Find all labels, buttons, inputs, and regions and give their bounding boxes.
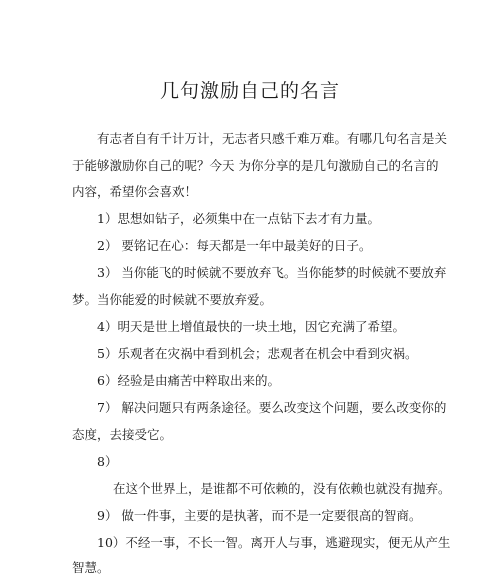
document-title: 几句激励自己的名言	[159, 80, 340, 102]
list-item: 3） 当你能飞的时候就不要放弃飞。当你能梦的时候就不要放弃	[97, 265, 447, 280]
list-item: 10）不经一事，不长一智。离开人与事，逃避现实，便无从产生	[97, 535, 451, 550]
intro-line-3: 内容，希望你会喜欢！	[72, 184, 198, 199]
list-item: 8）	[97, 454, 118, 469]
intro-line-2: 于能够激励你自己的呢？今天 为你分享的是几句激励自己的名言的	[72, 158, 439, 173]
list-item: 6）经验是由痛苦中粹取出来的。	[97, 373, 280, 388]
list-item: 5）乐观者在灾祸中看到机会；悲观者在机会中看到灾祸。	[97, 346, 418, 361]
list-item: 2） 要铭记在心：每天都是一年中最美好的日子。	[97, 238, 372, 253]
list-item: 9） 做一件事，主要的是执著，而不是一定要很高的智商。	[97, 508, 422, 523]
list-item-body: 在这个世界上，是谁都不可依赖的，没有依赖也就没有抛弃。	[113, 481, 451, 496]
list-item-continuation: 智慧。	[72, 560, 110, 575]
list-item: 4）明天是世上增值最快的一块土地，因它充满了希望。	[97, 319, 405, 334]
intro-line-1: 有志者自有千计万计，无志者只感千难万难。有哪几句名言是关	[97, 131, 448, 146]
list-item-continuation: 态度，去接受它。	[72, 427, 173, 442]
list-item-continuation: 梦。当你能爱的时候就不要放弃爱。	[72, 292, 273, 307]
list-item: 1）思想如钻子，必须集中在一点钻下去才有力量。	[97, 211, 380, 226]
list-item: 7） 解决问题只有两条途径。要么改变这个问题，要么改变你的	[97, 400, 447, 415]
